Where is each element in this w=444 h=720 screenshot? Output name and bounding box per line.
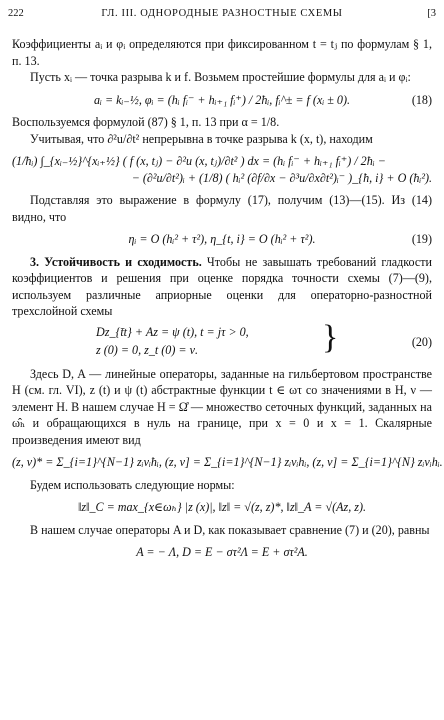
paragraph-discontinuity: Пусть xᵢ — точка разрыва k и f. Возьмем простейшие формулы для aᵢ и φᵢ: xyxy=(30,70,411,84)
equation-integral xyxy=(12,153,432,186)
equation-18 xyxy=(12,92,432,109)
equation-18-number: (18) xyxy=(411,92,432,107)
equation-20-number: (20) xyxy=(411,334,432,349)
page-header xyxy=(8,8,436,22)
equation-18-body: aᵢ = kᵢ₋½, φᵢ = (hᵢ fᵢ⁻ + hᵢ₊₁ fᵢ⁺) / 2ħᵢ, fᵢ^± = f (xᵢ ± 0). xyxy=(93,92,351,107)
page-body xyxy=(12,36,443,567)
running-title: ГЛ. III. ОДНОРОДНЫЕ РАЗНОСТНЫЕ СХЕМЫ xyxy=(101,8,343,19)
equation-operators xyxy=(12,544,432,561)
equation-integral-line2: − (∂²u/∂t²)ᵢ + (1/8) ( hᵢ² (∂f/∂x − ∂³u/∂x∂t²)ᵢ⁻ )_{ħ, i} + O (ħᵢ²). xyxy=(131,170,432,185)
equation-integral-line1: (1/ħᵢ) ∫_{xᵢ₋½}^{xᵢ₊½} ( f (x, tⱼ) − ∂²u (x, tⱼ)/∂t² ) dx = (hᵢ fᵢ⁻ + hᵢ₊₁ fᵢ⁺) / 2ħᵢ − xyxy=(12,154,386,168)
system-brace: } xyxy=(322,318,339,356)
paragraph-coefficients: Коэффициенты aᵢ и φᵢ определяются при фиксированном t = tⱼ по формулам § 1, п. 13. xyxy=(12,37,432,68)
section-text: Чтобы не завышать требований гладкости коэффициентов и решения при оценке порядка точности схемы (7)—(9), используем различные априорные оценки для операторно-разностной трехслойной схемы xyxy=(12,254,432,318)
equation-19-number: (19) xyxy=(411,232,432,246)
paragraph-formula-87: Воспользуемся формулой (87) § 1, п. 13 при α = 1/8. xyxy=(12,115,280,129)
paragraph-norms: Будем использовать следующие нормы: xyxy=(30,477,235,492)
norms-body: ‖z‖_C = max_{x∈ωₕ} |z (x)|, ‖z‖ = √(z, z)*, ‖z‖_A = √(Az, z). xyxy=(77,500,367,514)
page-number: 222 xyxy=(8,8,24,19)
paragraph-continuity: Учитывая, что ∂²u/∂t² непрерывна в точке разрыва k (x, t), находим xyxy=(30,131,373,146)
paragraph-substitution: Подставляя это выражение в формулу (17), получим (13)—(15). Из (14) видно, что xyxy=(12,193,432,224)
equation-norms xyxy=(12,499,432,516)
equation-19-body: ηᵢ = O (hᵢ² + τ²), η_{t, i} = O (hᵢ² + τ²). xyxy=(128,232,316,246)
operators-body: A = − Λ, D = E − στ²Λ = E + στ²A. xyxy=(136,545,308,559)
paragraph-operators: Здесь D, A — линейные операторы, заданные на гильбертовом пространстве H (см. гл. VI), z (t) и ψ (t) абстрактные функции t ∈ ωτ со значениями в H, ν — элемент H. В нашем случае H = Ω̊ — множество сеточных функций, заданных на ω̂ₕ и обращающихся в нуль на границе, при x = 0 и x = 1. Скалярные произведения имеют вид xyxy=(12,366,432,447)
equation-19 xyxy=(12,231,432,248)
paragraph-stability xyxy=(12,254,432,320)
section-title: 3. Устойчивость и сходимость. xyxy=(30,254,202,269)
system-line-1: Dz_{t̄t} + Az = ψ (t), t = jτ > 0, xyxy=(96,324,249,339)
scalar-products-body: (z, v)* = Σ_{i=1}^{N−1} zᵢvᵢħᵢ, (z, v] = Σ_{i=1}^{N−1} zᵢvᵢhᵢ, (z, v] = Σ_{i=1}^{N} zᵢvᵢhᵢ. xyxy=(12,455,443,469)
equation-20-system xyxy=(12,318,432,360)
paragraph-operators-ad: В нашем случае операторы A и D, как показывает сравнение (7) и (20), равны xyxy=(30,522,430,537)
paragraph-mark: [3 xyxy=(427,8,436,19)
system-line-2: z (0) = 0, z_t (0) = ν. xyxy=(96,342,198,357)
equation-scalar-products xyxy=(12,454,443,471)
